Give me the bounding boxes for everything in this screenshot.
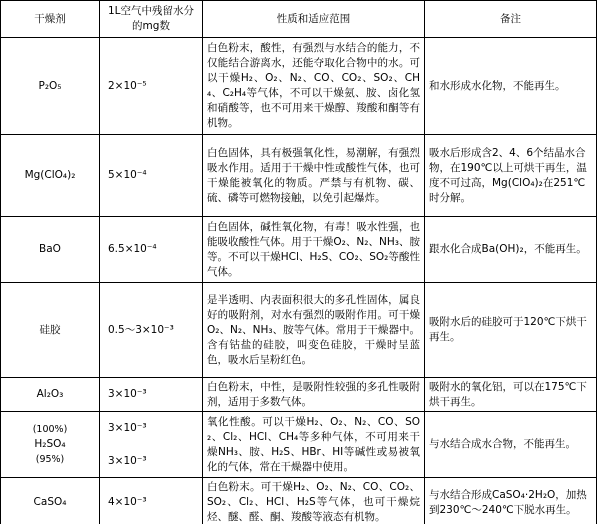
notes-text: 吸附水后的硅胶可于120℃下烘干再生。 <box>425 283 597 378</box>
table-header-row <box>1 1 597 38</box>
notes-text: 与水结合形成CaSO₄·2H₂O，加热到230℃～240℃下脱水再生。 <box>425 478 597 524</box>
properties-text: 白色粉末，中性，是吸附性较强的多孔性吸附剂，适用于多数气体。 <box>203 378 425 412</box>
desiccant-name: CaSO₄ <box>1 478 100 524</box>
notes-text: 和水形成水化物，不能再生。 <box>425 38 597 135</box>
properties-text: 氧化性酸。可以干燥H₂、O₂、N₂、CO、SO₂、Cl₂、HCl、CH₄等多种气体，不可用来干燥NH₃、胺、H₂S、HBr、HI等碱性或易被氧化的气体，常在干燥器中使用。 <box>203 412 425 478</box>
desiccant-name: BaO <box>1 217 100 283</box>
residual-water-value: 0.5～3×10⁻³ <box>100 283 203 378</box>
notes-text: 与水结合成水合物，不能再生。 <box>425 412 597 478</box>
residual-water-value: 6.5×10⁻⁴ <box>100 217 203 283</box>
desiccant-name <box>1 412 100 478</box>
desiccant-name: Mg(ClO₄)₂ <box>1 135 100 217</box>
residual-water-value: 5×10⁻⁴ <box>100 135 203 217</box>
concentration-label: (100%) <box>32 424 68 435</box>
notes-text: 吸附水的氧化铝，可以在175℃下烘干再生。 <box>425 378 597 412</box>
properties-text: 白色固体，具有极强氧化性，易潮解，有强烈吸水作用。适用于干燥中性或酸性气体，也可干燥能被氧化的物质。严禁与有机物、碳、硫、磷等可燃物接触，以免引起爆炸。 <box>203 135 425 217</box>
residual-water-value: 3×10⁻³ <box>100 378 203 412</box>
notes-text: 跟水化合成Ba(OH)₂，不能再生。 <box>425 217 597 283</box>
header-desiccant: 干燥剂 <box>1 1 100 38</box>
desiccant-formula: H₂SO₄ <box>34 438 66 450</box>
desiccant-name: P₂O₅ <box>1 38 100 135</box>
concentration-label: (95%) <box>35 454 65 465</box>
properties-text: 白色粉末，酸性，有强烈与水结合的能力，不仅能结合游离水，还能夺取化合物中的水。可以干燥H₂、O₂、N₂、CO、CO₂、SO₂、CH₄、C₂H₄等气体，不可以干燥氨、胺、卤化氢和硝酸等，也不可用来干燥醇、羧酸和酮等有机物。 <box>203 38 425 135</box>
header-residual-water: 1L空气中残留水分的mg数 <box>100 1 203 38</box>
desiccant-name: 硅胶 <box>1 283 100 378</box>
table-row <box>1 283 597 378</box>
table-row <box>1 217 597 283</box>
properties-text: 白色固体，碱性氧化物，有毒！吸水性强，也能吸收酸性气体。用于干燥O₂、N₂、NH₃、胺等。不可以干燥HCl、H₂S、CO₂、SO₂等酸性气体。 <box>203 217 425 283</box>
residual-water-value: 4×10⁻³ <box>100 478 203 524</box>
table-row <box>1 478 597 524</box>
header-properties: 性质和适应范围 <box>203 1 425 38</box>
desiccant-name: Al₂O₃ <box>1 378 100 412</box>
residual-water-value-95: 3×10⁻³ <box>108 454 147 467</box>
residual-water-value-100: 3×10⁻³ <box>108 421 147 434</box>
table-row <box>1 135 597 217</box>
residual-water-value: 2×10⁻⁵ <box>100 38 203 135</box>
properties-text: 是半透明、内表面积很大的多孔性固体，属良好的吸附剂，对水有强烈的吸附作用。可干燥O₂、N₂、NH₃、胺等气体。常用于干燥器中。含有钴盐的硅胶，叫变色硅胶，干燥时呈蓝色，吸水后呈粉红色。 <box>203 283 425 378</box>
notes-text: 吸水后形成含2、4、6个结晶水合物，在190℃以上可烘干再生，温度不可过高，Mg(ClO₄)₂在251℃时分解。 <box>425 135 597 217</box>
header-notes: 备注 <box>425 1 597 38</box>
table-row <box>1 38 597 135</box>
residual-water-value <box>100 412 203 478</box>
properties-text: 白色粉末。可干燥H₂、O₂、N₂、CO、CO₂、SO₂、Cl₂、HCl、H₂S等气体，也可干燥烷烃、醚、醛、酮、羧酸等液态有机物。 <box>203 478 425 524</box>
table-row <box>1 378 597 412</box>
table-row <box>1 412 597 478</box>
